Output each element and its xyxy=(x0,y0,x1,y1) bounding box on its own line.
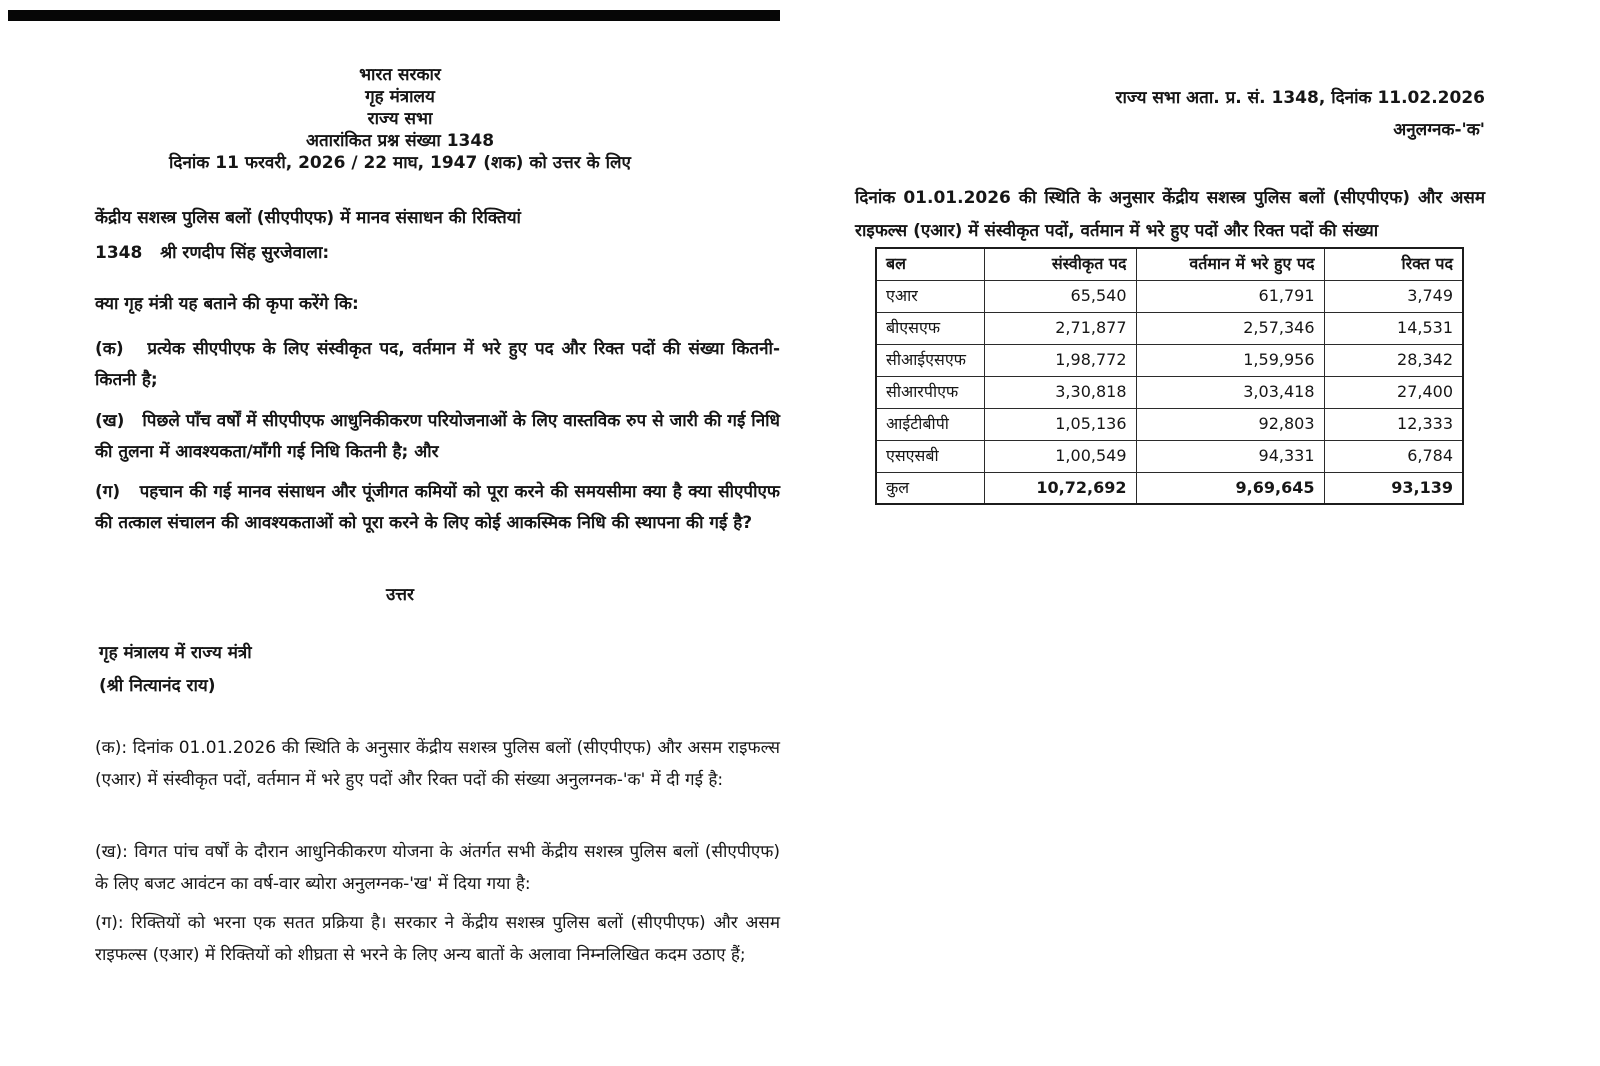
force-name: बीएसएफ xyxy=(876,312,984,344)
answer-heading: उत्तर xyxy=(385,585,415,605)
letterhead xyxy=(95,64,705,174)
sanctioned-posts: 1,00,549 xyxy=(984,440,1136,472)
force-name: सीआईएसएफ xyxy=(876,344,984,376)
force-name: एसएसबी xyxy=(876,440,984,472)
table-row xyxy=(876,312,1463,344)
letterhead-line-answer-date: दिनांक 11 फरवरी, 2026 / 22 माघ, 1947 (शक) को उत्तर के लिए xyxy=(169,153,631,173)
table-row xyxy=(876,376,1463,408)
filled-posts: 92,803 xyxy=(1136,408,1324,440)
col-header-filled: वर्तमान में भरे हुए पद xyxy=(1136,248,1324,280)
col-header-sanctioned: संस्वीकृत पद xyxy=(984,248,1136,280)
vacant-posts: 27,400 xyxy=(1324,376,1463,408)
filled-posts: 2,57,346 xyxy=(1136,312,1324,344)
annexure-table-container xyxy=(875,247,1464,505)
table-row xyxy=(876,408,1463,440)
annexure-table-title: दिनांक 01.01.2026 की स्थिति के अनुसार केंद्रीय सशस्त्र पुलिस बलों (सीएपीएफ) और असम राइफल्स (एआर) में संस्वीकृत पदों, वर्तमान में भरे हुए पदों और रिक्त पदों की संख्या xyxy=(855,188,1485,241)
question-subject: केंद्रीय सशस्त्र पुलिस बलों (सीएपीएफ) में मानव संसाधन की रिक्तियां xyxy=(95,208,521,228)
table-header-row xyxy=(876,248,1463,280)
question-paragraph-c: (ग) पहचान की गई मानव संसाधन और पूंजीगत कमियों को पूरा करने की समयसीमा क्या है क्या सीएपीएफ की तत्काल संचालन की आवश्यकताओं को पूरा करने के लिए कोई आकस्मिक निधि की स्थापना की गई है? xyxy=(95,482,780,533)
vacant-posts: 3,749 xyxy=(1324,280,1463,312)
question-number-member: 1348 श्री रणदीप सिंह सुरजेवाला: xyxy=(95,243,330,263)
sanctioned-posts: 1,98,772 xyxy=(984,344,1136,376)
minister-name: (श्री नित्यानंद राय) xyxy=(99,676,216,696)
force-name: एआर xyxy=(876,280,984,312)
total-label: कुल xyxy=(876,472,984,504)
letterhead-line-ministry: गृह मंत्रालय xyxy=(365,87,435,107)
total-filled: 9,69,645 xyxy=(1136,472,1324,504)
question-paragraph-b: (ख) पिछले पाँच वर्षों में सीएपीएफ आधुनिकीकरण परियोजनाओं के लिए वास्तविक रुप से जारी की गई निधि की तुलना में आवश्यकता/माँगी गई निधि कितनी है; और xyxy=(95,411,780,462)
force-name: आईटीबीपी xyxy=(876,408,984,440)
minister-designation: गृह मंत्रालय में राज्य मंत्री xyxy=(99,643,252,663)
annexure-label: अनुलग्नक-'क' xyxy=(1393,120,1485,140)
sanctioned-posts: 65,540 xyxy=(984,280,1136,312)
filled-posts: 61,791 xyxy=(1136,280,1324,312)
question-intro: क्या गृह मंत्री यह बताने की कृपा करेंगे कि: xyxy=(95,294,359,314)
vacant-posts: 6,784 xyxy=(1324,440,1463,472)
page-top-scan-bar xyxy=(8,10,780,21)
col-header-force: बल xyxy=(876,248,984,280)
table-row xyxy=(876,280,1463,312)
question-paragraph-a: (क) प्रत्येक सीएपीएफ के लिए संस्वीकृत पद, वर्तमान में भरे हुए पद और रिक्त पदों की संख्या कितनी-कितनी है; xyxy=(95,339,780,390)
answer-paragraph-c: (ग): रिक्तियों को भरना एक सतत प्रक्रिया है। सरकार ने केंद्रीय सशस्त्र पुलिस बलों (सीएपीएफ) और असम राइफल्स (एआर) में रिक्तियों को शीघ्रता से भरने के लिए अन्य बातों के अलावा निम्नलिखित कदम उठाए हैं; xyxy=(95,913,780,965)
table-row xyxy=(876,440,1463,472)
sanctioned-posts: 1,05,136 xyxy=(984,408,1136,440)
vacant-posts: 12,333 xyxy=(1324,408,1463,440)
letterhead-line-house: राज्य सभा xyxy=(367,109,433,129)
total-sanctioned: 10,72,692 xyxy=(984,472,1136,504)
table-row xyxy=(876,344,1463,376)
sanctioned-posts: 2,71,877 xyxy=(984,312,1136,344)
vacant-posts: 14,531 xyxy=(1324,312,1463,344)
filled-posts: 3,03,418 xyxy=(1136,376,1324,408)
annexure-reference-line: राज्य सभा अता. प्र. सं. 1348, दिनांक 11.02.2026 xyxy=(1115,88,1485,108)
total-vacant: 93,139 xyxy=(1324,472,1463,504)
filled-posts: 94,331 xyxy=(1136,440,1324,472)
col-header-vacant: रिक्त पद xyxy=(1324,248,1463,280)
page-right-annexure xyxy=(855,0,1485,1066)
letterhead-line-govt: भारत सरकार xyxy=(359,65,441,85)
force-name: सीआरपीएफ xyxy=(876,376,984,408)
table-total-row xyxy=(876,472,1463,504)
capf-vacancy-table xyxy=(875,247,1464,505)
sanctioned-posts: 3,30,818 xyxy=(984,376,1136,408)
answer-paragraph-b: (ख): विगत पांच वर्षों के दौरान आधुनिकीकरण योजना के अंतर्गत सभी केंद्रीय सशस्त्र पुलिस बलों (सीएपीएफ) के लिए बजट आवंटन का वर्ष-वार ब्योरा अनुलग्नक-'ख' में दिया गया है: xyxy=(95,842,780,894)
filled-posts: 1,59,956 xyxy=(1136,344,1324,376)
letterhead-line-question-number: अतारांकित प्रश्न संख्या 1348 xyxy=(305,131,495,151)
answer-paragraph-a: (क): दिनांक 01.01.2026 की स्थिति के अनुसार केंद्रीय सशस्त्र पुलिस बलों (सीएपीएफ) और असम राइफल्स (एआर) में संस्वीकृत पदों, वर्तमान में भरे हुए पदों और रिक्त पदों की संख्या अनुलग्नक-'क' में दी गई है: xyxy=(95,738,780,790)
vacant-posts: 28,342 xyxy=(1324,344,1463,376)
